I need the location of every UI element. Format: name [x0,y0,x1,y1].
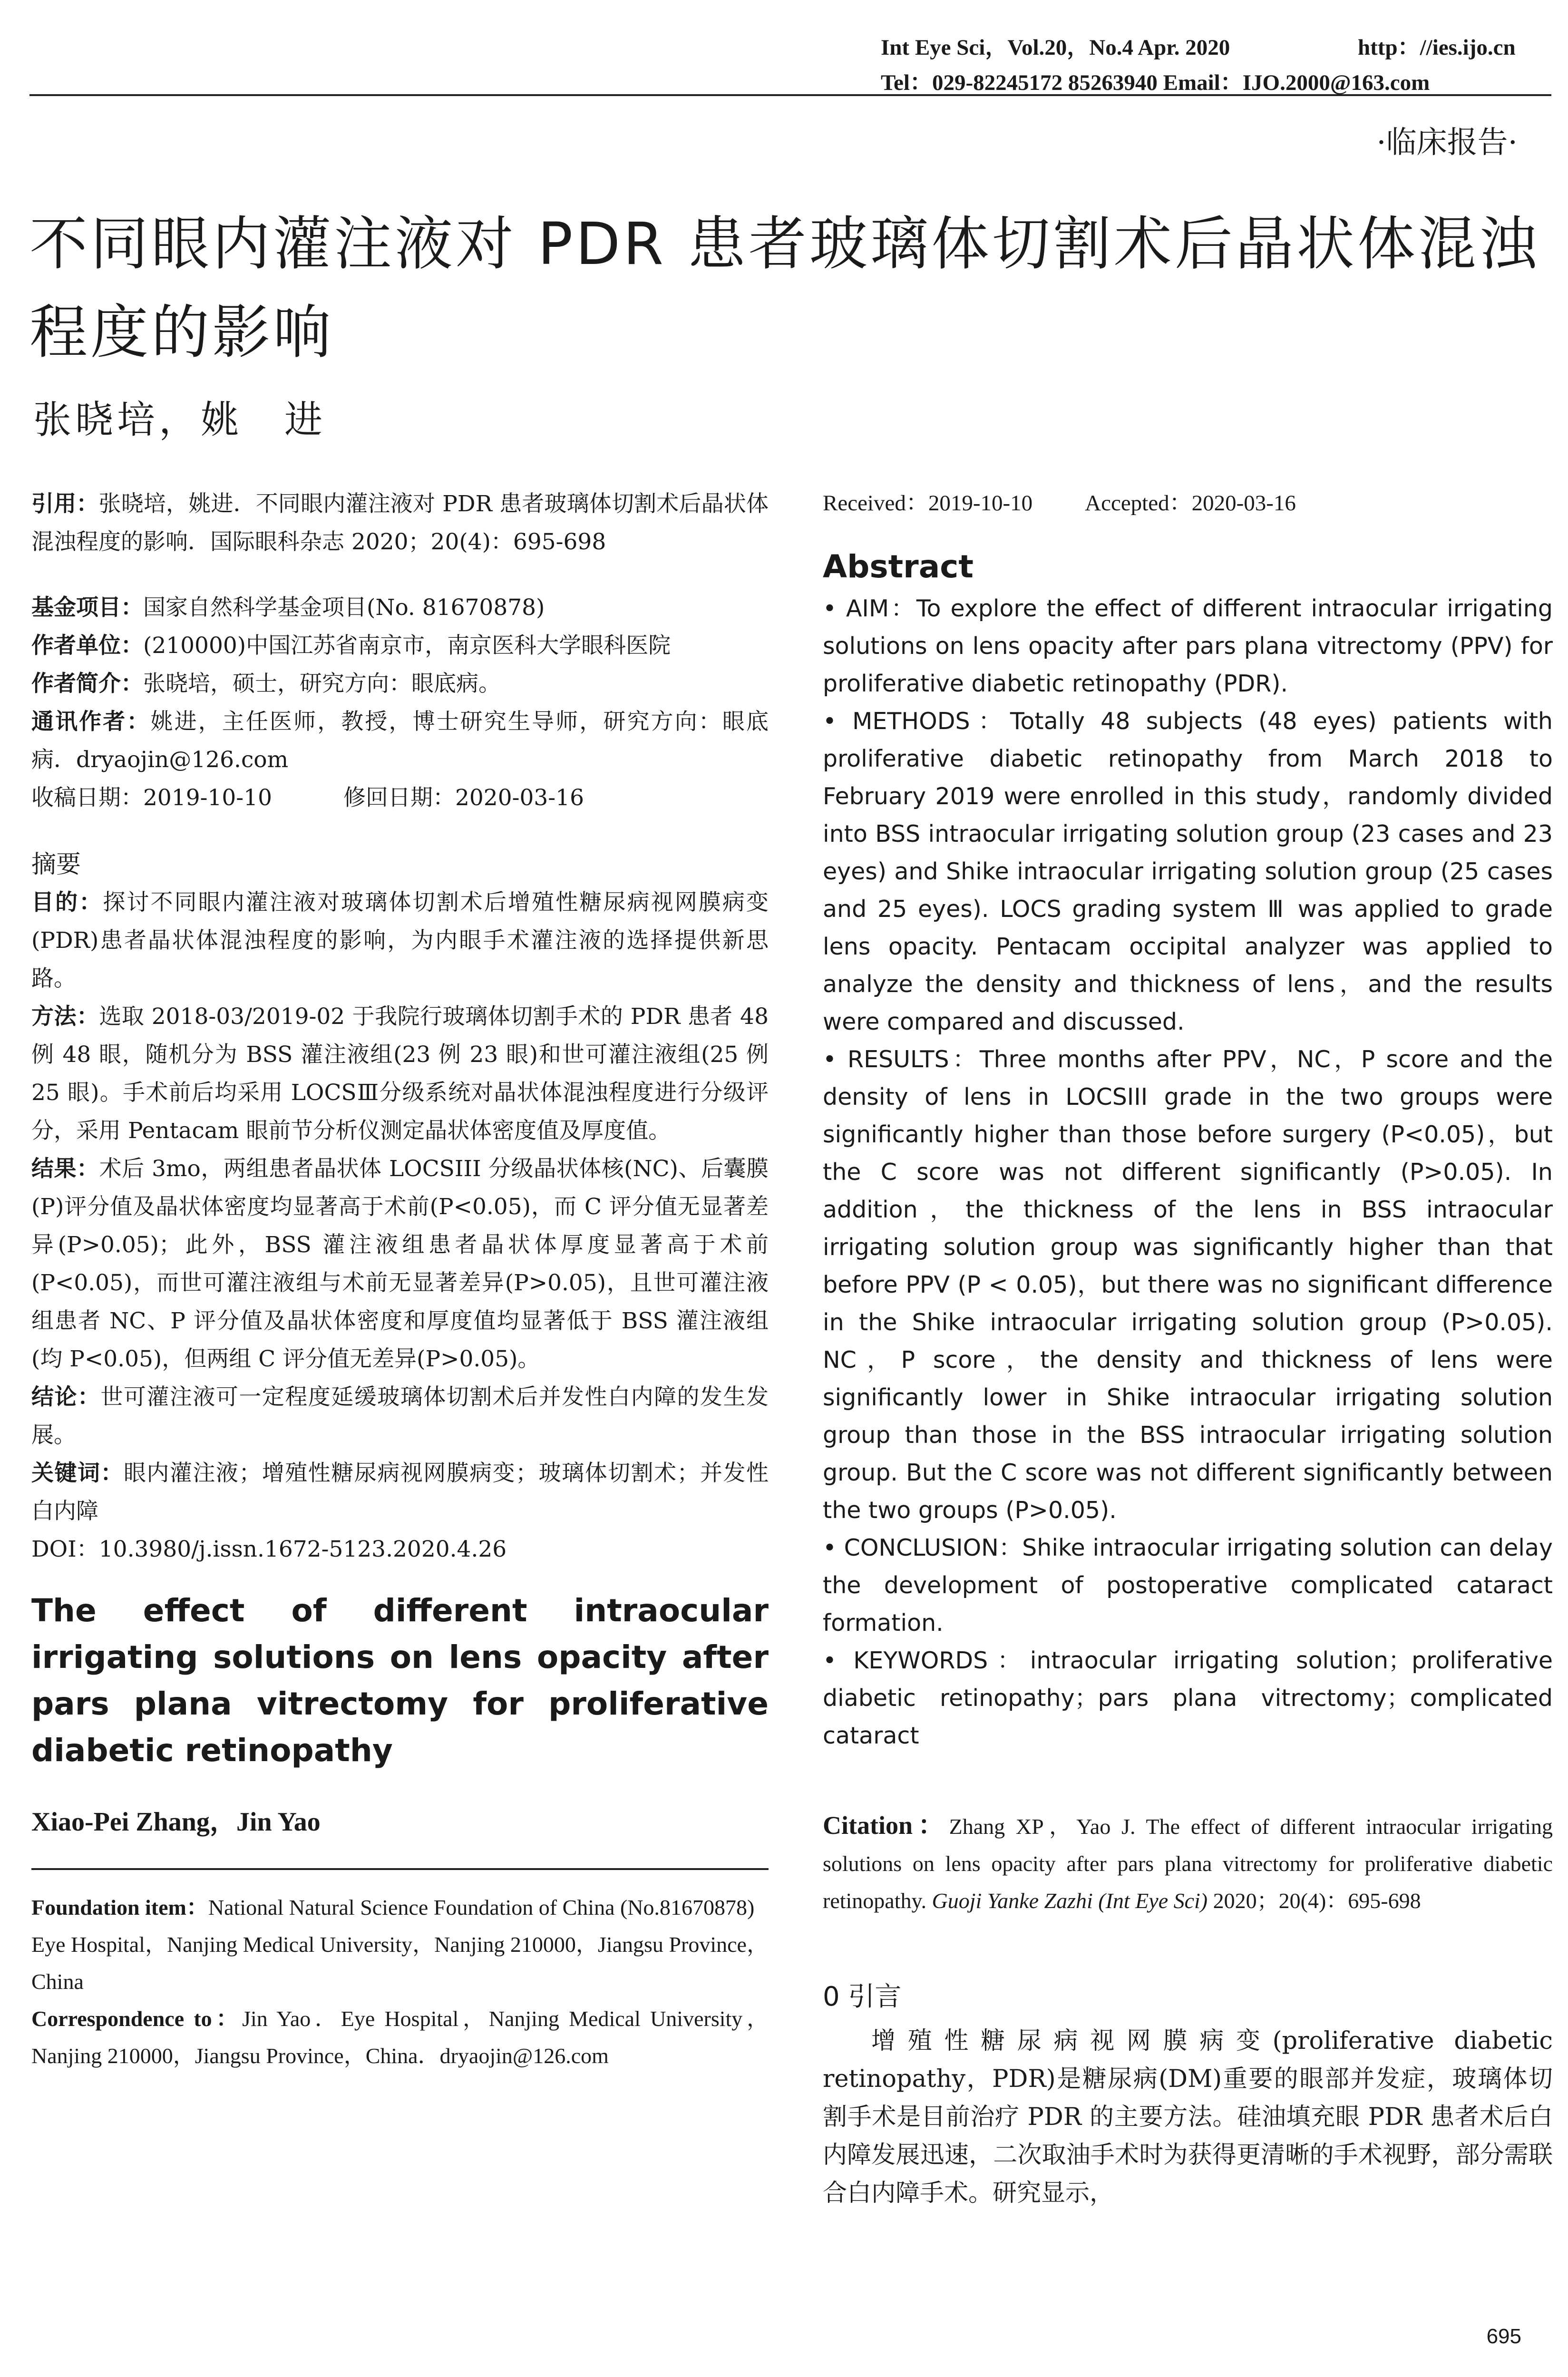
english-authors: Xiao-Pei Zhang，Jin Yao [31,1807,321,1837]
citation-cn: 引用：张晓培，姚进．不同眼内灌注液对 PDR 患者玻璃体切割术后晶状体混浊程度的影响．国际眼科杂志 2020；20(4)：695-698 [31,491,769,555]
fund-cn: 基金项目：国家自然科学基金项目(No. 81670878) [31,594,545,621]
received-accepted: Received：2019-10-10 Accepted：2020-03-16 [823,491,1296,516]
right-column [823,485,1553,2212]
left-column [31,485,769,2075]
unit-cn: 作者单位：(210000)中国江苏省南京市，南京医科大学眼科医院 [31,633,671,659]
dates-cn: 收稿日期：2019-10-10 修回日期：2020-03-16 [31,785,584,811]
aim-en: • AIM：To explore the effect of different intraocular irrigating solutions on lens opacity after pars plana vitrectomy (PPV) for proliferative diabetic retinopathy (PDR). [823,595,1553,697]
doi: DOI：10.3980/j.issn.1672-5123.2020.4.26 [31,1536,507,1562]
abstract-head-cn: 摘要 [31,850,81,879]
keywords-cn: 关键词：眼内灌注液；增殖性糖尿病视网膜病变；玻璃体切割术；并发性白内障 [31,1460,769,1524]
intro-heading: 0 引言 [823,1981,902,2012]
left-rule [31,1868,769,1870]
affiliation-en: Eye Hospital，Nanjing Medical University，Nanjing 210000，Jiangsu Province，China [31,1932,769,1994]
english-title: The effect of different intraocular irrigating solutions on lens opacity after pars plana vitrectomy for proliferative diabetic retinopathy [31,1592,769,1769]
article-title: 不同眼内灌注液对 PDR 患者玻璃体切割术后晶状体混浊程度的影响 [29,210,1540,366]
bio-cn: 作者简介：张晓培，硕士，研究方向：眼底病。 [31,671,501,697]
correspondence-en: Correspondence to：Jin Yao．Eye Hospital，Nanjing Medical University，Nanjing 210000，Jiangsu Province，China．dryaojin@126.com [31,2007,769,2068]
aim-cn: 目的：探讨不同眼内灌注液对玻璃体切割术后增殖性糖尿病视网膜病变(PDR)患者晶状体混浊程度的影响，为内眼手术灌注液的选择提供新思路。 [31,889,769,992]
section-tag: ·临床报告· [1376,125,1518,160]
article-authors: 张晓培，姚 进 [33,398,326,442]
corr-cn: 通讯作者：姚进，主任医师，教授，博士研究生导师，研究方向：眼底病．dryaojin@126.com [31,709,769,773]
method-cn: 方法：选取 2018-03/2019-02 于我院行玻璃体切割手术的 PDR 患者 48 例 48 眼，随机分为 BSS 灌注液组(23 例 23 眼)和世可灌注液组(25 例 25 眼)。手术前后均采用 LOCSⅢ分级系统对晶状体混浊程度进行分级评分，采用 Pentacam 眼前节分析仪测定晶状体密度值及厚度值。 [31,1003,769,1144]
journal-contact: Tel：029-82245172 85263940 Email：IJO.2000@163.com [881,70,1430,95]
page-number: 695 [1486,2325,1521,2348]
result-cn: 结果：术后 3mo，两组患者晶状体 LOCSIII 分级晶状体核(NC)、后囊膜(P)评分值及晶状体密度均显著高于术前(P<0.05)，而 C 评分值无显著差异(P>0.05)；此外，BSS 灌注液组患者晶状体厚度显著高于术前(P<0.05)，而世可灌注液组与术前无显著差异(P>0.05)，且世可灌注液组患者 NC、P 评分值及晶状体密度和厚度值均显著低于 BSS 灌注液组(均 P<0.05)，但两组 C 评分值无差异(P>0.05)。 [31,1156,769,1372]
header-rule [29,94,1551,96]
citation-en: Citation：Zhang XP，Yao J. The effect of different intraocular irrigating solutions on lens opacity after pars plana vitrectomy for proliferative diabetic retinopathy. Guoji Yanke Zazhi (Int Eye Sci) 2020；20(4)：695-698 [823,1811,1553,1913]
methods-en: • METHODS：Totally 48 subjects (48 eyes) patients with proliferative diabetic retinopathy from March 2018 to February 2019 were enrolled in this study，randomly divided into BSS intraocular irrigating solution group (23 cases and 23 eyes) and Shike intraocular irrigating solution group (25 cases and 25 eyes). LOCS grading system Ⅲ was applied to grade lens opacity. Pentacam occipital analyzer was applied to analyze the density and thickness of lens，and the results were compared and discussed. [823,708,1553,1035]
conclusion-cn: 结论：世可灌注液可一定程度延缓玻璃体切割术后并发性白内障的发生发展。 [31,1384,769,1448]
conclusion-en: • CONCLUSION：Shike intraocular irrigating solution can delay the development of postoperative complicated cataract formation. [823,1534,1553,1637]
results-en: • RESULTS：Three months after PPV，NC，P score and the density of lens in LOCSIII grade in the two groups were significantly higher than those before surgery (P<0.05)，but the C score was not different significantly (P>0.05). In addition，the thickness of the lens in BSS intraocular irrigating solution group was significantly higher than that before PPV (P < 0.05)，but there was no significant difference in the Shike intraocular irrigating solution group (P>0.05). NC，P score，the density and thickness of lens were significantly lower in Shike intraocular irrigating solution group than those in the BSS intraocular irrigating solution group. But the C score was not different significantly between the two groups (P>0.05). [823,1046,1553,1524]
abstract-head-en: Abstract [823,548,974,585]
foundation-en: Foundation item：National Natural Science Foundation of China (No.81670878) [31,1895,755,1919]
intro-paragraph: 增殖性糖尿病视网膜病变(proliferative diabetic retinopathy，PDR)是糖尿病(DM)重要的眼部并发症，玻璃体切割手术是目前治疗 PDR 的主要方法。硅油填充眼 PDR 患者术后白内障发展迅速，二次取油手术时为获得更清晰的手术视野，部分需联合白内障手术。研究显示， [823,2027,1553,2207]
journal-url[interactable]: http：//ies.ijo.cn [1358,35,1516,60]
journal-info: Int Eye Sci，Vol.20，No.4 Apr. 2020 [881,35,1230,60]
keywords-en: • KEYWORDS：intraocular irrigating solution；proliferative diabetic retinopathy；pars plana vitrectomy；complicated cataract [823,1647,1553,1749]
